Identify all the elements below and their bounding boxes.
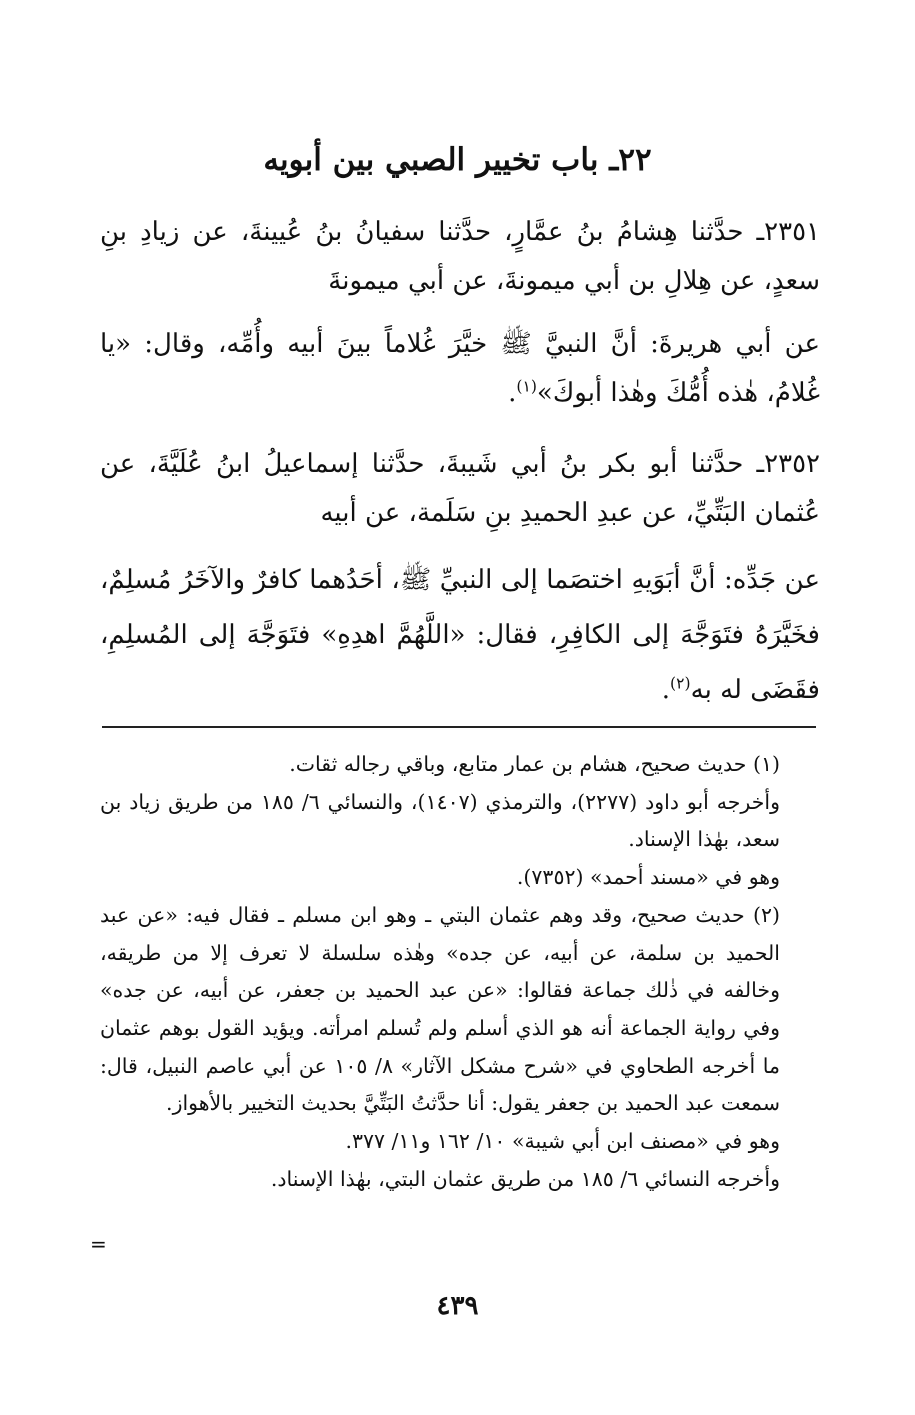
matn-end: . bbox=[508, 378, 517, 408]
hadith-matn-2352 bbox=[100, 553, 820, 718]
matn-end: . bbox=[661, 675, 671, 705]
footnote-1-musnad: وهو في «مسند أحمد» (٧٣٥٢). bbox=[516, 865, 780, 890]
continuation-mark: = bbox=[90, 1232, 107, 1256]
hadith-matn-2351 bbox=[100, 320, 820, 418]
hadith-isnad-2352 bbox=[100, 440, 820, 538]
matn-text: عن جَدِّه: أنَّ أبَوَيهِ اختصَما إلى النبيِّ ﷺ، أحَدُهما كافرٌ والآخَرُ مُسلِمٌ، فخَيَّرَهُ فتَوَجَّهَ إلى الكافِرِ، فقال: «اللَّهُمَّ اهدِهِ» فتَوَجَّهَ إلى المُسلِمِ، فقَضَى له به bbox=[100, 565, 820, 705]
isnad-text: ٢٣٥٢ـ حدَّثنا أبو بكر بنُ أبي شَيبةَ، حدَّثنا إسماعيلُ ابنُ عُلَيَّةَ، عن عُثمان البَتِّيِّ، عن عبدِ الحميدِ بنِ سَلَمة، عن أبيه bbox=[100, 449, 820, 528]
footnotes bbox=[100, 746, 820, 1198]
footnote-ref-1: (١) bbox=[516, 377, 537, 396]
footnote-divider bbox=[102, 726, 816, 728]
matn-paragraph bbox=[100, 553, 820, 718]
isnad-text: ٢٣٥١ـ حدَّثنا هِشامُ بنُ عمَّارٍ، حدَّثنا سفيانُ بنُ عُيينةَ، عن زيادِ بنِ سعدٍ، عن هِلالِ بن أبي ميمونةَ، عن أبي ميمونةَ bbox=[100, 217, 820, 296]
footnote-2-musannaf: وهو في «مصنف ابن أبي شيبة» ١٠/ ١٦٢ و١١/ ٣٧٧. bbox=[345, 1129, 780, 1154]
footnote-1: (١) حديث صحيح، هشام بن عمار متابع، وباقي رجاله ثقات. bbox=[289, 752, 780, 776]
footnote-ref-2: (٢) bbox=[670, 674, 691, 693]
footnote-2-nasai: وأخرجه النسائي ٦/ ١٨٥ من طريق عثمان البتي، بهٰذا الإسناد. bbox=[270, 1166, 780, 1191]
chapter-title: ٢٢ـ باب تخيير الصبي بين أبويه bbox=[263, 142, 652, 178]
hadith-isnad-2351 bbox=[100, 208, 820, 306]
footnote-1-takhrij: وأخرجه أبو داود (٢٢٧٧)، والترمذي (١٤٠٧)، والنسائي ٦/ ١٨٥ من طريق زياد بن سعد، بهٰذا الإسناد. bbox=[100, 789, 780, 852]
footnote-2: (٢) حديث صحيح، وقد وهم عثمان البتي ـ وهو ابن مسلم ـ فقال فيه: «عن عبد الحميد بن سلمة، عن أبيه، عن جده» وهٰذه سلسلة لا تعرف إلا من طريقه، وخالفه في ذٰلك جماعة فقالوا: «عن عبد الحميد بن جعفر، عن أبيه، عن جده» وفي رواية الجماعة أنه هو الذي أسلم ولم تُسلم امرأته. ويؤيد القول بوهم عثمان ما أخرجه الطحاوي في «شرح مشكل الآثار» ٨/ ١٠٥ عن أبي عاصم النبيل، قال: سمعت عبد الحميد بن جعفر يقول: أنا حدَّثتُ البَتِّيَّ بحديث التخيير بالأهواز. bbox=[100, 902, 780, 1116]
matn-text: عن أبي هريرةَ: أنَّ النبيَّ ﷺ خيَّرَ غُلاماً بينَ أبيه وأُمِّه، وقال: «يا غُلامُ، هٰذه أُمُّكَ وهٰذا أبوكَ» bbox=[100, 329, 820, 408]
page-number: ٤٣٩ bbox=[436, 1291, 479, 1321]
matn-paragraph bbox=[100, 320, 820, 418]
